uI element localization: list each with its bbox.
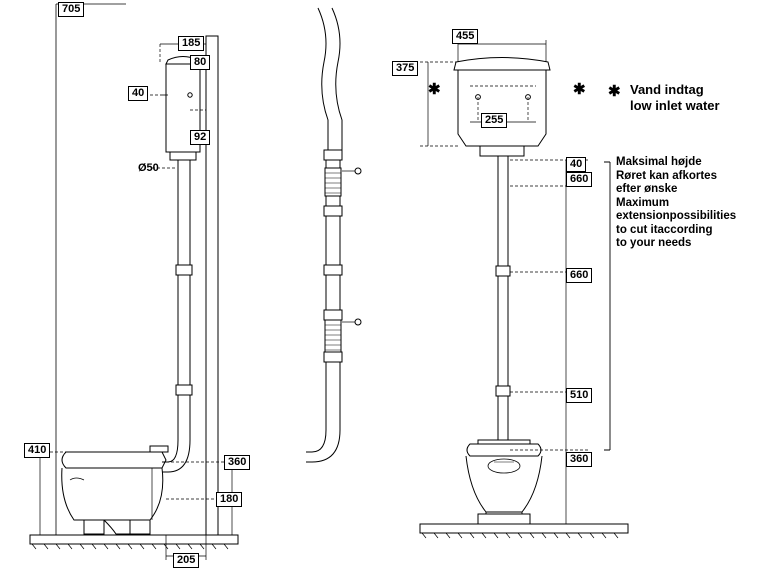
- note-line-5: extensionpossibilities: [616, 210, 737, 222]
- dim-left-bowl-height: 410: [24, 443, 50, 458]
- dim-right-inlet-centers: 255: [481, 113, 507, 128]
- legend-marker-icon: ✱: [608, 83, 621, 100]
- legend-text: [630, 82, 720, 114]
- dim-right-seg-2: 660: [566, 268, 592, 283]
- note-line-1: Maksimal højde: [616, 156, 702, 168]
- dim-right-seg-1: 660: [566, 172, 592, 187]
- dim-left-cistern-top-offset: 80: [190, 55, 210, 70]
- dim-right-seg-top: 40: [566, 157, 586, 172]
- dim-left-outlet-low: 180: [216, 492, 242, 507]
- dim-left-inlet-height: 40: [128, 86, 148, 101]
- legend-line-1: Vand indtag: [630, 82, 704, 97]
- dim-left-total-height: 705: [58, 2, 84, 17]
- note-line-6: to cut itaccording: [616, 223, 713, 236]
- dim-left-cistern-width: 185: [178, 36, 204, 51]
- legend-line-2: low inlet water: [630, 98, 720, 113]
- inlet-marker-right-icon: ✱: [573, 81, 586, 98]
- max-height-note: [616, 156, 736, 251]
- dim-left-pipe-diameter: Ø50: [138, 162, 159, 174]
- note-line-2: Røret kan afkortes: [616, 169, 717, 182]
- note-line-4: Maximum: [616, 196, 670, 209]
- dim-right-cistern-width: 455: [452, 29, 478, 44]
- dim-right-cistern-height: 375: [392, 61, 418, 76]
- dim-left-base-depth: 205: [173, 553, 199, 568]
- inlet-marker-left-icon: ✱: [428, 81, 441, 98]
- note-line-7: to your needs: [616, 237, 692, 249]
- dim-left-outlet-height: 360: [224, 455, 250, 470]
- note-line-3: efter ønske: [616, 183, 678, 195]
- dim-right-seg-3: 510: [566, 388, 592, 403]
- dim-left-inlet-depth: 92: [190, 130, 210, 145]
- dim-right-seg-4: 360: [566, 452, 592, 467]
